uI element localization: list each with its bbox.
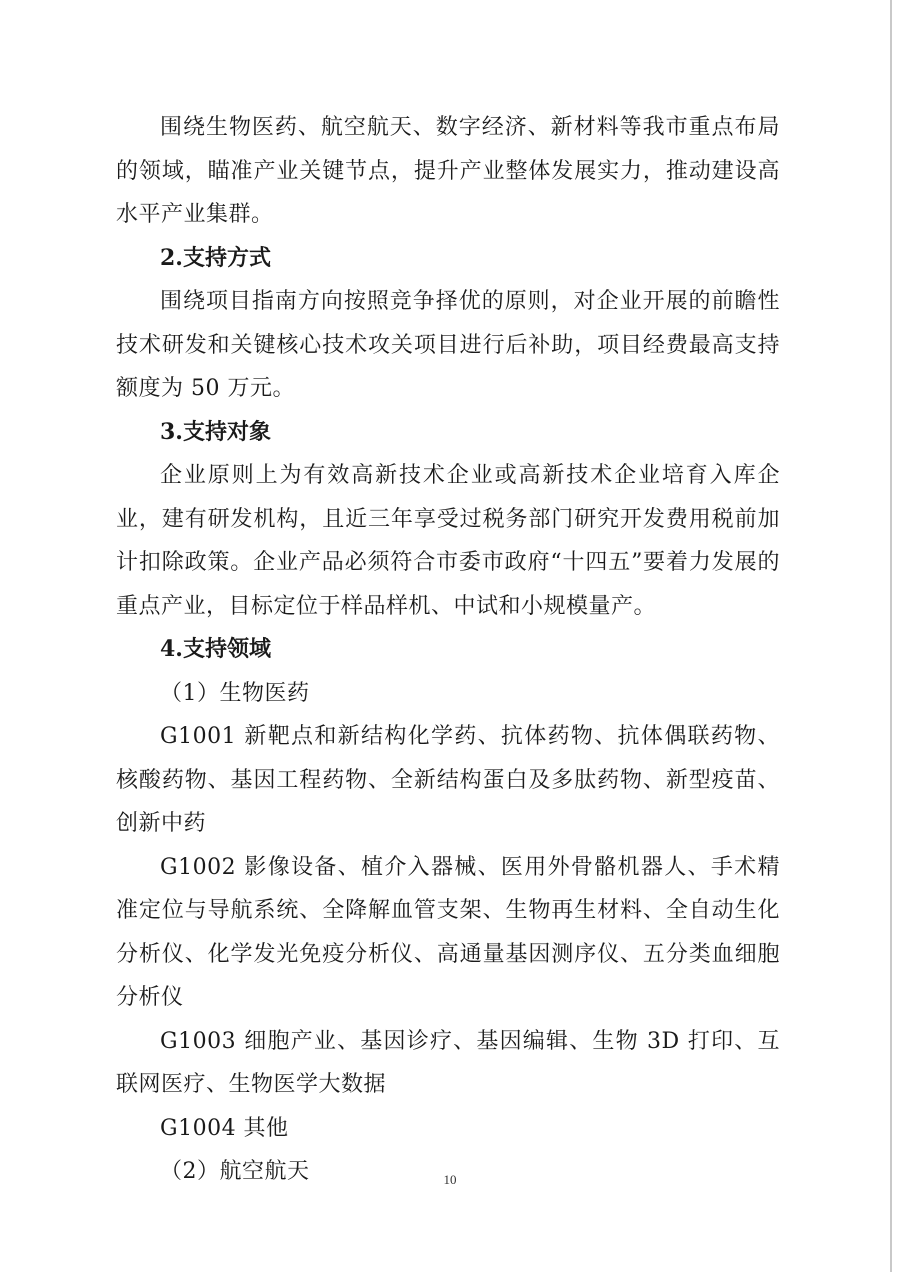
section-heading-support-target: 3.支持对象 [160,418,271,445]
intro-paragraph: 围绕生物医药、航空航天、数字经济、新材料等我市重点布局的领域，瞄准产业关键节点，提升产业整体发展实力，推动建设高水平产业集群。 [116,115,780,227]
section-heading-support-fields: 4.支持领域 [160,636,271,662]
item-g1003: G1003 细胞产业、基因诊疗、基因编辑、生物 3D 打印、互联网医疗、生物医学大数据 [116,1028,780,1097]
section-heading-support-method: 2.支持方式 [160,244,271,271]
support-target-paragraph: 企业原则上为有效高新技术企业或高新技术企业培育入库企业，建有研发机构，且近三年享受过税务部门研究开发费用税前加计扣除政策。企业产品必须符合市委市政府“十四五”要着力发展的重点产业，目标定位于样品样机、中试和小规模量产。 [116,463,780,619]
support-method-paragraph: 围绕项目指南方向按照竞争择优的原则，对企业开展的前瞻性技术研发和关键核心技术攻关项目进行后补助，项目经费最高支持额度为 50 万元。 [116,289,780,401]
subsection-aerospace: （2）航空航天 [160,1159,310,1184]
subsection-biomedicine: （1）生物医药 [160,680,310,706]
item-g1001: G1001 新靶点和新结构化学药、抗体药物、抗体偶联药物、核酸药物、基因工程药物、全新结构蛋白及多肽药物、新型疫苗、创新中药 [116,724,780,836]
document-body [116,106,780,1194]
item-g1004: G1004 其他 [160,1115,289,1141]
item-g1002: G1002 影像设备、植介入器械、医用外骨骼机器人、手术精准定位与导航系统、全降解血管支架、生物再生材料、全自动生化分析仪、化学发光免疫分析仪、高通量基因测序仪、五分类血细胞分析仪 [116,854,780,1010]
page-number: 10 [443,1172,457,1187]
page-edge [890,0,892,1272]
